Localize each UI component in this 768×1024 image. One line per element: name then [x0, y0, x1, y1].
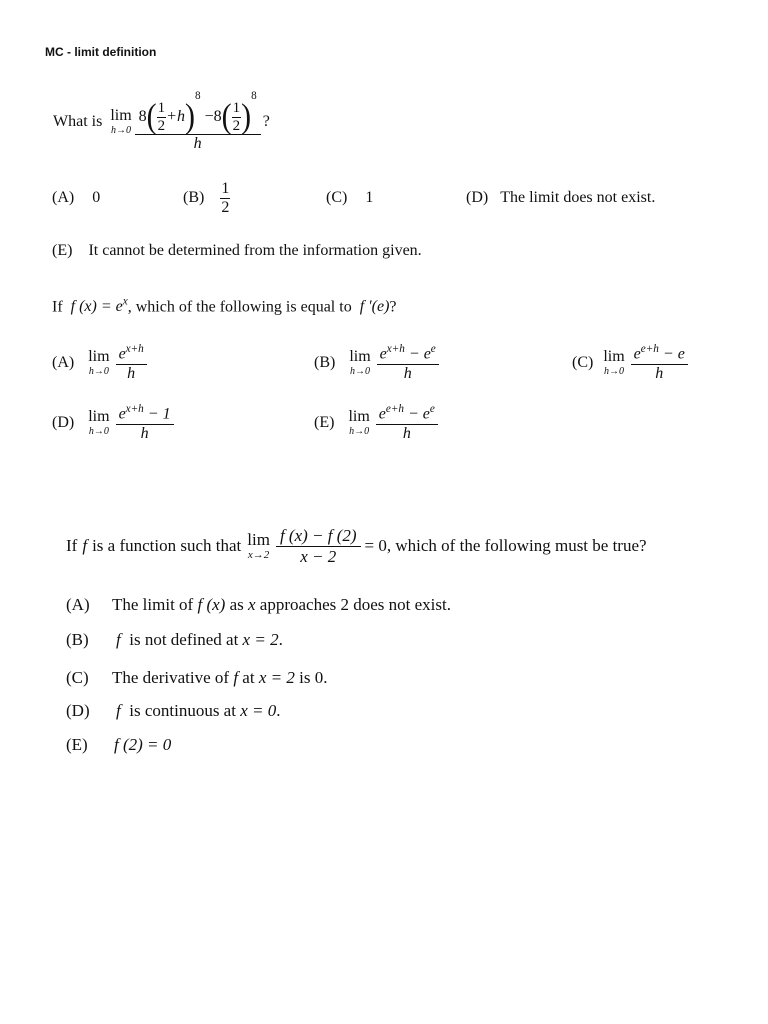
q1-prefix: What is — [53, 113, 103, 130]
question-2: If f $(x) = e^x$, which of the following is equal to f ′(e)? — [52, 296, 397, 316]
q1-option-b[interactable]: (B) 1 2 — [183, 180, 230, 216]
q1-qmark: ? — [262, 113, 270, 130]
q3-option-b[interactable]: (B) f is not defined at x = 2. — [66, 630, 283, 649]
q1-option-c[interactable]: (C) 1 — [326, 189, 374, 206]
page-title: MC - limit definition — [45, 45, 157, 59]
q1-denominator: h — [193, 135, 202, 153]
question-1 — [53, 86, 270, 158]
question-3: If f is a function such that lim x→2 $\frac{f (x) - f (2)}{x - 2}$ = 0 , which of the following must be true? — [66, 526, 647, 566]
q1-option-b-fraction: 1 2 — [221, 180, 230, 216]
q1-option-a[interactable]: (A) 0 — [52, 189, 101, 206]
q3-option-a[interactable]: (A) The limit of f (x) as x approaches 2 does not exist. — [66, 595, 451, 614]
q1-option-d[interactable]: (D) The limit does not exist. — [466, 189, 656, 206]
q2-option-c[interactable]: (C) lim h→0 $\frac{e^{e+h} - e}{h}$ — [572, 343, 688, 383]
q3-fraction: $\frac{f (x) - f (2)}{x - 2}$ — [276, 526, 361, 566]
q2-option-d[interactable]: (D) lim h→0 $\frac{e^{x+h} - 1}{h}$ — [52, 403, 174, 443]
q2-option-e[interactable]: (E) lim h→0 $\frac{e^{e+h} - e^e}{h}$ — [314, 403, 438, 443]
q3-option-c[interactable]: (C) The derivative of f at x = 2 is 0. — [66, 668, 328, 687]
q1-limit: lim h→0 — [110, 107, 132, 136]
q3-option-d[interactable]: (D) f is continuous at x = 0. — [66, 701, 281, 720]
q1-numerator: 8( $\frac{1}{2}$ +h)$^8$ −8( $\frac{1}{2}$ )$^8$ — [135, 90, 261, 135]
q2-option-a[interactable]: (A) lim h→0 $\frac{e^{x+h}}{h}$ — [52, 343, 147, 383]
q1-option-e[interactable]: (E) It cannot be determined from the information given. — [52, 242, 422, 259]
q1-fraction — [135, 90, 261, 154]
q2-option-b[interactable]: (B) lim h→0 $\frac{e^{x+h} - e^e}{h}$ — [314, 343, 439, 383]
q3-option-e[interactable]: (E) f (2) = 0 — [66, 735, 172, 754]
q2-function: f $(x) = e^x$ — [70, 296, 128, 316]
